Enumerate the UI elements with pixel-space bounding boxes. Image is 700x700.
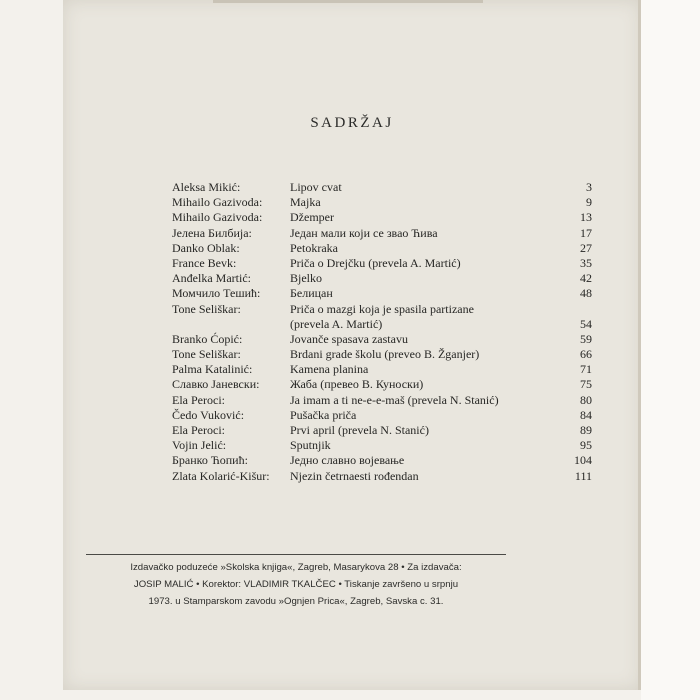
toc-row: [172, 362, 592, 377]
toc-page: 95: [580, 438, 592, 453]
toc-row: [172, 408, 592, 423]
toc-page: 89: [580, 423, 592, 438]
toc-author: Ela Peroci:: [172, 423, 225, 438]
toc-row: [172, 271, 592, 286]
toc-row: [172, 241, 592, 256]
toc-title: Prvi april (prevela N. Stanić): [290, 423, 429, 438]
toc-row: [172, 256, 592, 271]
toc-row: [172, 347, 592, 362]
colophon-line: 1973. u Stamparskom zavodu »Ognjen Prica«, Zagreb, Savska c. 31.: [148, 596, 444, 607]
toc-title-line: (prevela A. Martić): [290, 316, 383, 331]
toc-row: [172, 377, 592, 392]
toc-title: Petokraka: [290, 240, 338, 255]
toc-author: Čedo Vuković:: [172, 407, 245, 422]
toc-title: Džemper: [290, 210, 334, 225]
toc-row: [172, 226, 592, 241]
table-of-contents: [172, 180, 592, 484]
toc-page: 80: [580, 392, 592, 407]
toc-author: Zlata Kolarić-Kišur:: [172, 468, 270, 483]
toc-row: [172, 195, 592, 210]
toc-page: 71: [580, 362, 592, 377]
toc-row: [172, 453, 592, 468]
toc-author: Mihailo Gazivoda:: [172, 210, 263, 225]
toc-author: Јелена Билбија:: [172, 225, 252, 240]
toc-title: Pušačka priča: [290, 407, 357, 422]
toc-row: [172, 332, 592, 347]
toc-page: 75: [580, 377, 592, 392]
toc-author: Vojin Jelić:: [172, 438, 227, 453]
photo-margin: [641, 0, 700, 700]
toc-title: Jovanče spasava zastavu: [290, 331, 408, 346]
page-title: SADRŽAJ: [310, 115, 394, 131]
toc-page: 104: [574, 453, 592, 468]
toc-title: Ja imam a ti ne-e-e-maš (prevela N. Stanić): [290, 392, 499, 407]
toc-title: Priča o Drejčku (prevela A. Martić): [290, 255, 461, 270]
toc-title: Lipov cvat: [290, 180, 342, 194]
toc-author: Бранко Ћопић:: [172, 453, 248, 468]
toc-page: 42: [580, 271, 592, 286]
toc-page: 54: [580, 316, 592, 331]
toc-author: Славко Јаневски:: [172, 377, 260, 392]
toc-row: [172, 180, 592, 195]
toc-page: 3: [586, 180, 592, 194]
toc-row: [172, 302, 592, 332]
toc-page: 17: [580, 225, 592, 240]
toc-page: 35: [580, 255, 592, 270]
toc-author: Mihailo Gazivoda:: [172, 195, 263, 210]
toc-row: [172, 286, 592, 301]
toc-author: Tone Seliškar:: [172, 347, 241, 362]
toc-author: Ela Peroci:: [172, 392, 225, 407]
toc-title: Brdani grade školu (preveo B. Žganjer): [290, 347, 480, 362]
toc-title: Kamena planina: [290, 362, 369, 377]
toc-page: 48: [580, 286, 592, 301]
toc-author: Tone Seliškar:: [172, 301, 241, 316]
toc-page: 59: [580, 331, 592, 346]
toc-title: Njezin četrnaesti rođendan: [290, 468, 419, 483]
toc-author: France Bevk:: [172, 255, 237, 270]
toc-page: 66: [580, 347, 592, 362]
toc-title: Sputnjik: [290, 438, 331, 453]
toc-title: Један мали који се звао Ћива: [290, 225, 438, 240]
toc-row: [172, 469, 592, 484]
toc-row: [172, 438, 592, 453]
toc-title: Bjelko: [290, 271, 322, 286]
toc-author: Anđelka Martić:: [172, 271, 251, 286]
colophon-line: Izdavačko poduzeće »Skolska knjiga«, Zagreb, Masarykova 28 • Za izdavača:: [130, 562, 462, 573]
page-top-edge: [213, 0, 483, 3]
toc-page: 27: [580, 240, 592, 255]
toc-title: Једно славно војевање: [290, 453, 405, 468]
toc-page: 13: [580, 210, 592, 225]
toc-author: Момчило Тешић:: [172, 286, 261, 301]
toc-author: Danko Oblak:: [172, 240, 240, 255]
toc-page: 84: [580, 407, 592, 422]
toc-title: Majka: [290, 195, 321, 210]
colophon-line: JOSIP MALIĆ • Korektor: VLADIMIR TKALČEC • Tiskanje završeno u srpnju: [133, 579, 459, 590]
toc-title: Белицан: [290, 286, 333, 301]
toc-page: 9: [586, 195, 592, 210]
toc-row: [172, 210, 592, 225]
toc-author: Branko Ćopić:: [172, 331, 243, 346]
toc-title: Жаба (превео В. Куноски): [290, 377, 424, 392]
toc-author: Palma Katalinić:: [172, 362, 253, 377]
toc-row: [172, 423, 592, 438]
toc-page: 111: [574, 468, 592, 483]
toc-row: [172, 393, 592, 408]
toc-title: [290, 302, 555, 332]
toc-author: Aleksa Mikić:: [172, 180, 241, 194]
colophon: [86, 554, 506, 610]
toc-title-line: Priča o mazgi koja je spasila partizane: [290, 301, 474, 316]
